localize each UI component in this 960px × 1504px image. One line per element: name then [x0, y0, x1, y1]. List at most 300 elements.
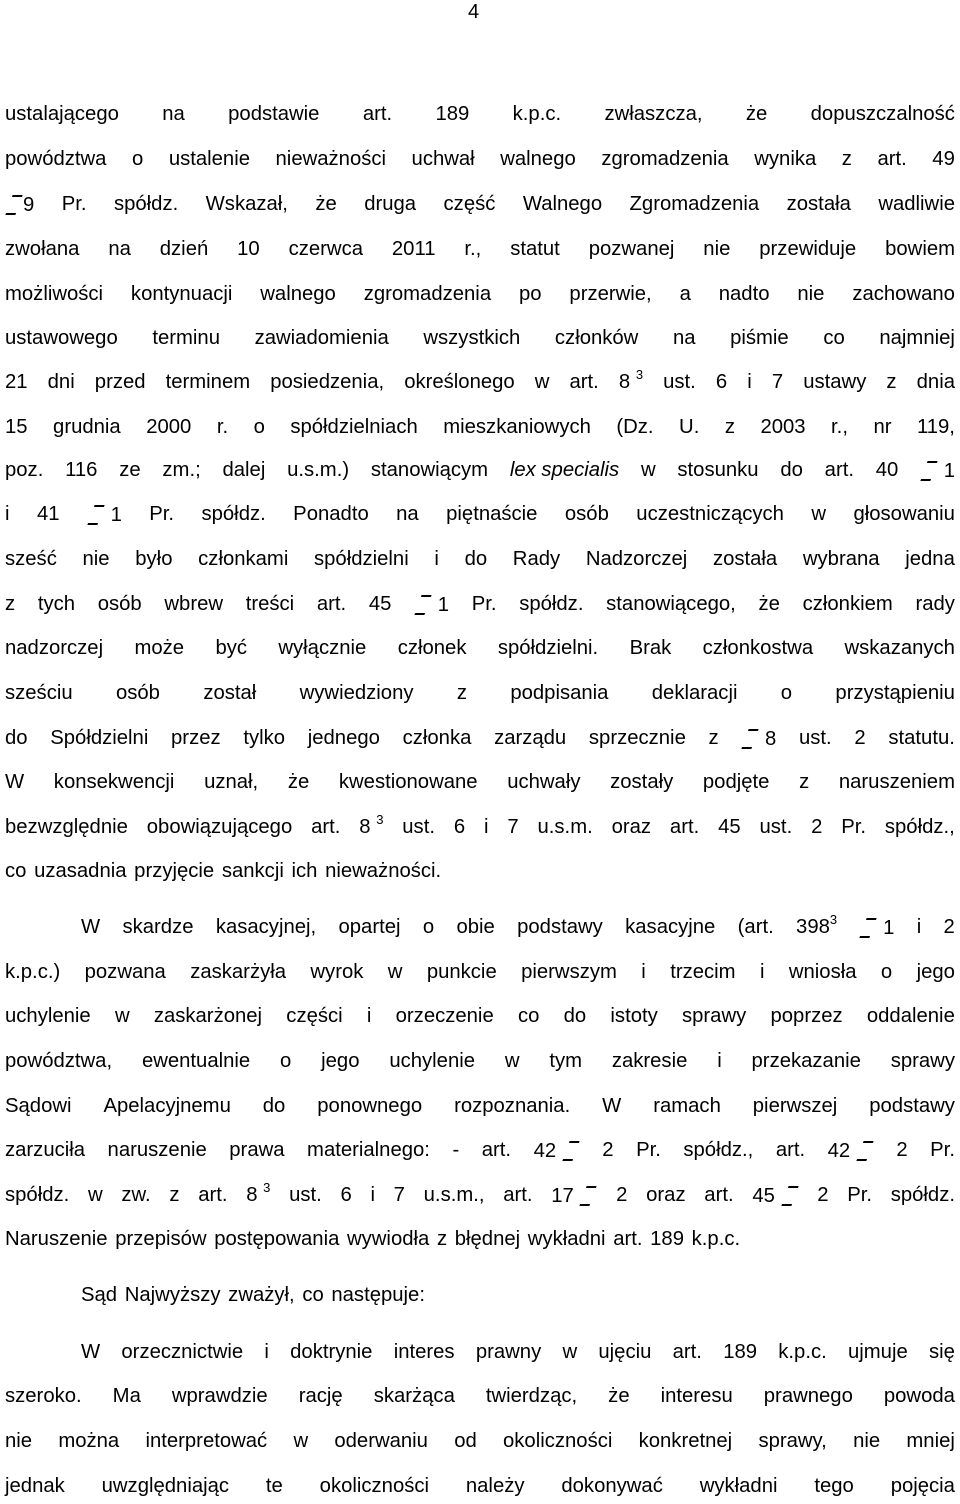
word: członkostwa [702, 637, 814, 659]
word: 1 [883, 917, 895, 939]
text-line [5, 415, 955, 439]
superscript: 3 [635, 367, 644, 382]
word: k.p.c. [778, 1341, 827, 1363]
word: oraz [646, 1184, 686, 1206]
text-line [5, 1049, 955, 1073]
word: przewiduje [759, 238, 857, 260]
text-line [81, 1283, 955, 1307]
word: Pr. [841, 816, 867, 838]
text-line [5, 237, 955, 261]
word: Naruszenie [5, 1228, 108, 1250]
word: naruszenie [107, 1139, 207, 1161]
word: było [135, 548, 173, 570]
word: sankcji [221, 860, 284, 882]
word: z [169, 1184, 180, 1206]
word: możliwości [5, 283, 104, 305]
word: skarżąca [373, 1385, 455, 1407]
word: 21 [5, 371, 28, 393]
word: W [602, 1095, 622, 1117]
word: a [679, 283, 691, 305]
word: o [422, 916, 435, 938]
word: wyrok [310, 961, 364, 983]
word: terminem [165, 371, 251, 393]
word: i [264, 1341, 269, 1363]
text-line [5, 1138, 955, 1163]
word: k.p.c. [691, 1228, 741, 1250]
word: na [108, 238, 131, 260]
word: od [454, 1430, 477, 1452]
word: 49 [932, 148, 955, 170]
word: sprzecznie [588, 727, 686, 749]
word: uchwał [411, 148, 475, 170]
word: części [286, 1005, 343, 1027]
word: określonego [404, 371, 515, 393]
word: głosowaniu [853, 503, 955, 525]
word: mniej [906, 1430, 955, 1452]
section-sign-icon [5, 192, 23, 216]
word: terminu [152, 327, 220, 349]
word: (Dz. [616, 416, 654, 438]
word: okoliczności [319, 1475, 430, 1497]
word: wybrana [802, 548, 880, 570]
word: te [265, 1475, 283, 1497]
text-line [5, 681, 955, 705]
word: że [758, 593, 780, 615]
word: dzień [159, 238, 209, 260]
word: ust. [402, 816, 435, 838]
word: uznał, [204, 771, 259, 793]
word: w [87, 1184, 103, 1206]
word: materialnego: [307, 1139, 430, 1161]
word: u.s.m., [423, 1184, 485, 1206]
word: w [534, 371, 550, 393]
word: 8 [246, 1184, 258, 1206]
section-sign-icon [781, 1183, 799, 1207]
word: skardze [122, 916, 194, 938]
word: powództwa, [5, 1050, 113, 1072]
word: należy [465, 1475, 525, 1497]
word: u.s.m.) [287, 459, 350, 481]
word: nadzorczej [5, 637, 104, 659]
word: z [708, 727, 719, 749]
word: jego [916, 961, 955, 983]
word: Brak [629, 637, 672, 659]
word: osób [115, 682, 160, 704]
word: trzecim [670, 961, 736, 983]
word: i [5, 503, 10, 525]
word: z [5, 593, 16, 615]
word: spółdz. [5, 1184, 70, 1206]
text-line [5, 367, 955, 394]
word: sprawy [890, 1050, 955, 1072]
word: zgromadzenia [363, 283, 492, 305]
word: obie [456, 916, 495, 938]
text-line [5, 1227, 955, 1251]
word: opartej [338, 916, 401, 938]
word: spółdz., [884, 816, 955, 838]
word: następuje: [331, 1284, 425, 1306]
word: sprawy [682, 1005, 747, 1027]
word: zaskarżyła [190, 961, 287, 983]
word: - [452, 1139, 460, 1161]
word: zawiadomienia [254, 327, 389, 349]
text-line [5, 859, 955, 883]
word: 2 [896, 1139, 908, 1161]
word: 2003 [760, 416, 806, 438]
word: czerwca [288, 238, 363, 260]
word: można [58, 1430, 120, 1452]
word: się [929, 1341, 955, 1363]
word: pojęcia [890, 1475, 955, 1497]
word: druga [364, 193, 417, 215]
word: że [745, 103, 768, 125]
word: zarzuciła [5, 1139, 86, 1161]
word: nie [853, 1430, 881, 1452]
word: kwestionowane [338, 771, 478, 793]
word: 119, [916, 416, 955, 438]
word: uczestniczących [636, 503, 784, 525]
word: spółdzielni [314, 548, 409, 570]
word: kasacyjnej, [215, 916, 317, 938]
word: 2 [811, 816, 823, 838]
word: uwzględniając [101, 1475, 230, 1497]
word: spółdz., [683, 1139, 754, 1161]
text-line [5, 1004, 955, 1028]
word: szeroko. [5, 1385, 82, 1407]
word: w [640, 459, 656, 481]
word: w [504, 1050, 520, 1072]
word: błędnej [454, 1228, 521, 1250]
word: z [456, 682, 467, 704]
word: z [886, 371, 897, 393]
word: członka [402, 727, 472, 749]
word: prawny [475, 1341, 542, 1363]
text-line [5, 502, 955, 527]
word: 8 [618, 371, 631, 393]
word: Apelacyjnemu [103, 1095, 231, 1117]
word: ust. [759, 816, 793, 838]
word: co [5, 860, 27, 882]
word: tego [814, 1475, 854, 1497]
word: przepisów [115, 1228, 207, 1250]
word: 7 [507, 816, 519, 838]
section-sign-icon [920, 458, 938, 482]
word: Pr. [61, 193, 87, 215]
word: spółdzielni. [497, 637, 599, 659]
word: ustawy [803, 371, 867, 393]
word: Wskazał, [205, 193, 288, 215]
word: k.p.c.) [5, 961, 61, 983]
word: uchylenie [389, 1050, 476, 1072]
word: jednego [307, 727, 380, 749]
word: stosunku [677, 459, 759, 481]
word: z [724, 416, 735, 438]
word: na [162, 103, 185, 125]
word: 45 [718, 816, 741, 838]
word: sprawy, [758, 1430, 827, 1452]
word: dnia [916, 371, 955, 393]
word: podjęte [702, 771, 770, 793]
word: ponownego [317, 1095, 423, 1117]
word: pierwszej [752, 1095, 838, 1117]
word: ich [291, 860, 318, 882]
word: w [387, 961, 403, 983]
word: walnego [260, 283, 336, 305]
word: do [780, 459, 803, 481]
word: tylko [243, 727, 286, 749]
word: z [841, 148, 852, 170]
section-sign-icon [741, 726, 759, 750]
text-line [5, 102, 955, 126]
word: art. [704, 1184, 734, 1206]
text-line [5, 592, 955, 617]
word: art. [775, 1139, 806, 1161]
word: 189 [650, 1228, 684, 1250]
word: podstawy [517, 916, 603, 938]
word: członkami [198, 548, 289, 570]
word: i [916, 916, 922, 938]
word: k.p.c. [512, 103, 562, 125]
word: została [712, 548, 778, 570]
word: i [717, 1050, 722, 1072]
word: i [366, 1005, 372, 1027]
word: 6 [453, 816, 466, 838]
word: konkretnej [638, 1430, 733, 1452]
text-line [81, 1340, 955, 1364]
word: i [759, 961, 765, 983]
text-line [5, 192, 955, 217]
word: do [464, 548, 488, 570]
word: 45 [752, 1185, 775, 1207]
word: co [517, 1005, 540, 1027]
word: nie [5, 1430, 33, 1452]
section-sign-icon [579, 1183, 597, 1207]
text-line [5, 547, 955, 571]
word: Spółdzielni [50, 727, 149, 749]
word: wbrew [164, 593, 223, 615]
word: o [780, 682, 793, 704]
word: o [280, 1050, 292, 1072]
word: wszystkich [423, 327, 521, 349]
word: i [434, 548, 439, 570]
text-line [5, 147, 955, 171]
word: i [641, 961, 646, 983]
word: piśmie [730, 327, 789, 349]
word: zaskarżonej [153, 1005, 263, 1027]
word: mieszkaniowych [443, 416, 591, 438]
word: 15 [5, 416, 28, 438]
word: wykładni [527, 1228, 606, 1250]
word: podstawie [228, 103, 320, 125]
word: i [483, 816, 489, 838]
text-line [5, 636, 955, 660]
word: nieważności. [325, 860, 442, 882]
word: wyłącznie [278, 637, 367, 659]
word: bowiem [885, 238, 955, 260]
word: stanowiącego, [606, 593, 736, 615]
word: rozpoznania. [454, 1095, 571, 1117]
word: treści [245, 593, 295, 615]
word: art. [669, 816, 700, 838]
word: 189 [723, 1341, 758, 1363]
word: interpretować [145, 1430, 268, 1452]
word: wniosła [788, 961, 857, 983]
word: statutu. [888, 727, 955, 749]
word: spółdzielniach [290, 416, 418, 438]
word: wadliwie [878, 193, 955, 215]
word: rady [915, 593, 955, 615]
section-sign-icon [562, 1138, 580, 1162]
word: W [81, 916, 101, 938]
word: i [370, 1184, 375, 1206]
word: ust. [289, 1184, 322, 1206]
word: ustalenie [168, 148, 250, 170]
word: 7 [771, 371, 784, 393]
word: 1 [437, 594, 450, 616]
word: 2011 [391, 238, 436, 260]
word: 10 [237, 238, 260, 260]
word: wywiodła [347, 1228, 430, 1250]
word: Pr. [149, 503, 175, 525]
word: art. [613, 1228, 643, 1250]
word: art. [481, 1139, 512, 1161]
word: sześć [5, 548, 57, 570]
word: ust. [663, 371, 696, 393]
word: art. [316, 593, 347, 615]
word: zm.; [162, 459, 201, 481]
word: nie [797, 283, 825, 305]
word: 8 [765, 728, 777, 750]
word: 41 [36, 503, 60, 525]
word: co [823, 327, 845, 349]
word: na [396, 503, 419, 525]
word: lex specialis [509, 459, 620, 481]
word: r. [216, 416, 229, 438]
word: że [315, 193, 337, 215]
word: co [302, 1284, 324, 1306]
word: przyjęcie [134, 860, 215, 882]
word: ust. [798, 727, 832, 749]
word: 9 [23, 194, 35, 216]
text-line [5, 812, 955, 839]
word: nadto [718, 283, 770, 305]
word: najmniej [879, 327, 955, 349]
word: Ponadto [293, 503, 369, 525]
word: wynika [754, 148, 817, 170]
word: ewentualnie [141, 1050, 251, 1072]
word: orzeczenie [395, 1005, 494, 1027]
word: przed [94, 371, 146, 393]
word: do [262, 1095, 286, 1117]
word: spółdz. [201, 503, 266, 525]
word: wskazanych [844, 637, 955, 659]
word: rację [298, 1385, 343, 1407]
word: Pr. [847, 1184, 872, 1206]
word: powództwa [5, 148, 107, 170]
text-line [5, 1474, 955, 1498]
word: 2 [616, 1184, 628, 1206]
word: doktrynie [290, 1341, 373, 1363]
word: pozwana [84, 961, 166, 983]
word: postępowania [214, 1228, 340, 1250]
word: na [672, 327, 696, 349]
text-line [5, 960, 955, 984]
word: o [880, 961, 893, 983]
word: piętnaście [446, 503, 538, 525]
text-line [5, 1429, 955, 1453]
word: zgromadzenia [601, 148, 729, 170]
word: z [799, 771, 810, 793]
word: zachowano [852, 283, 955, 305]
word: Sądowi [5, 1095, 72, 1117]
word: wykładni [699, 1475, 778, 1497]
word: że [608, 1385, 630, 1407]
word: interesu [660, 1385, 733, 1407]
word: w [562, 1341, 578, 1363]
word: do [5, 727, 28, 749]
word: powoda [883, 1385, 955, 1407]
word: uchwały [507, 771, 581, 793]
word: poprzez [770, 1005, 843, 1027]
superscript: 3 [376, 812, 384, 827]
text-line [81, 912, 955, 940]
word: ramach [653, 1095, 721, 1117]
word: sześciu [5, 682, 73, 704]
word: jednak [5, 1475, 65, 1497]
word: kontynuacji [130, 283, 233, 305]
word: 45 [368, 593, 392, 615]
word: uzasadnia [34, 860, 127, 882]
word: obowiązującego [146, 816, 293, 838]
word: przez [171, 727, 221, 749]
word: stanowiącym [370, 459, 489, 481]
word: U. [679, 416, 700, 438]
word: 398 [796, 916, 830, 938]
text-line [5, 326, 955, 350]
section-sign-icon [859, 915, 877, 939]
word: okoliczności [503, 1430, 613, 1452]
word: prawa [229, 1139, 285, 1161]
word: tych [37, 593, 76, 615]
word: wprawdzie [171, 1385, 268, 1407]
word: walnego [500, 148, 576, 170]
word: art. [824, 459, 854, 481]
word: część [443, 193, 496, 215]
word: ujęciu [598, 1341, 652, 1363]
word: członków [554, 327, 639, 349]
word: statut [510, 238, 560, 260]
word: zw. [121, 1184, 151, 1206]
word: ustawowego [5, 327, 118, 349]
word: u.s.m. [537, 816, 593, 838]
word: ustalającego [5, 103, 119, 125]
word: 6 [340, 1184, 352, 1206]
word: deklaracji [651, 682, 738, 704]
word: w [811, 503, 827, 525]
word: osób [97, 593, 142, 615]
word: spółdz. [113, 193, 179, 215]
text-line [5, 1384, 955, 1408]
section-sign-icon [414, 592, 432, 616]
word: 2 [943, 916, 955, 938]
word: art. [362, 103, 393, 125]
word: art. [503, 1184, 533, 1206]
word: r., [831, 416, 848, 438]
text-line [5, 726, 955, 751]
word: Ma [112, 1385, 141, 1407]
word: Pr. [636, 1139, 661, 1161]
word: posiedzenia, [270, 371, 385, 393]
